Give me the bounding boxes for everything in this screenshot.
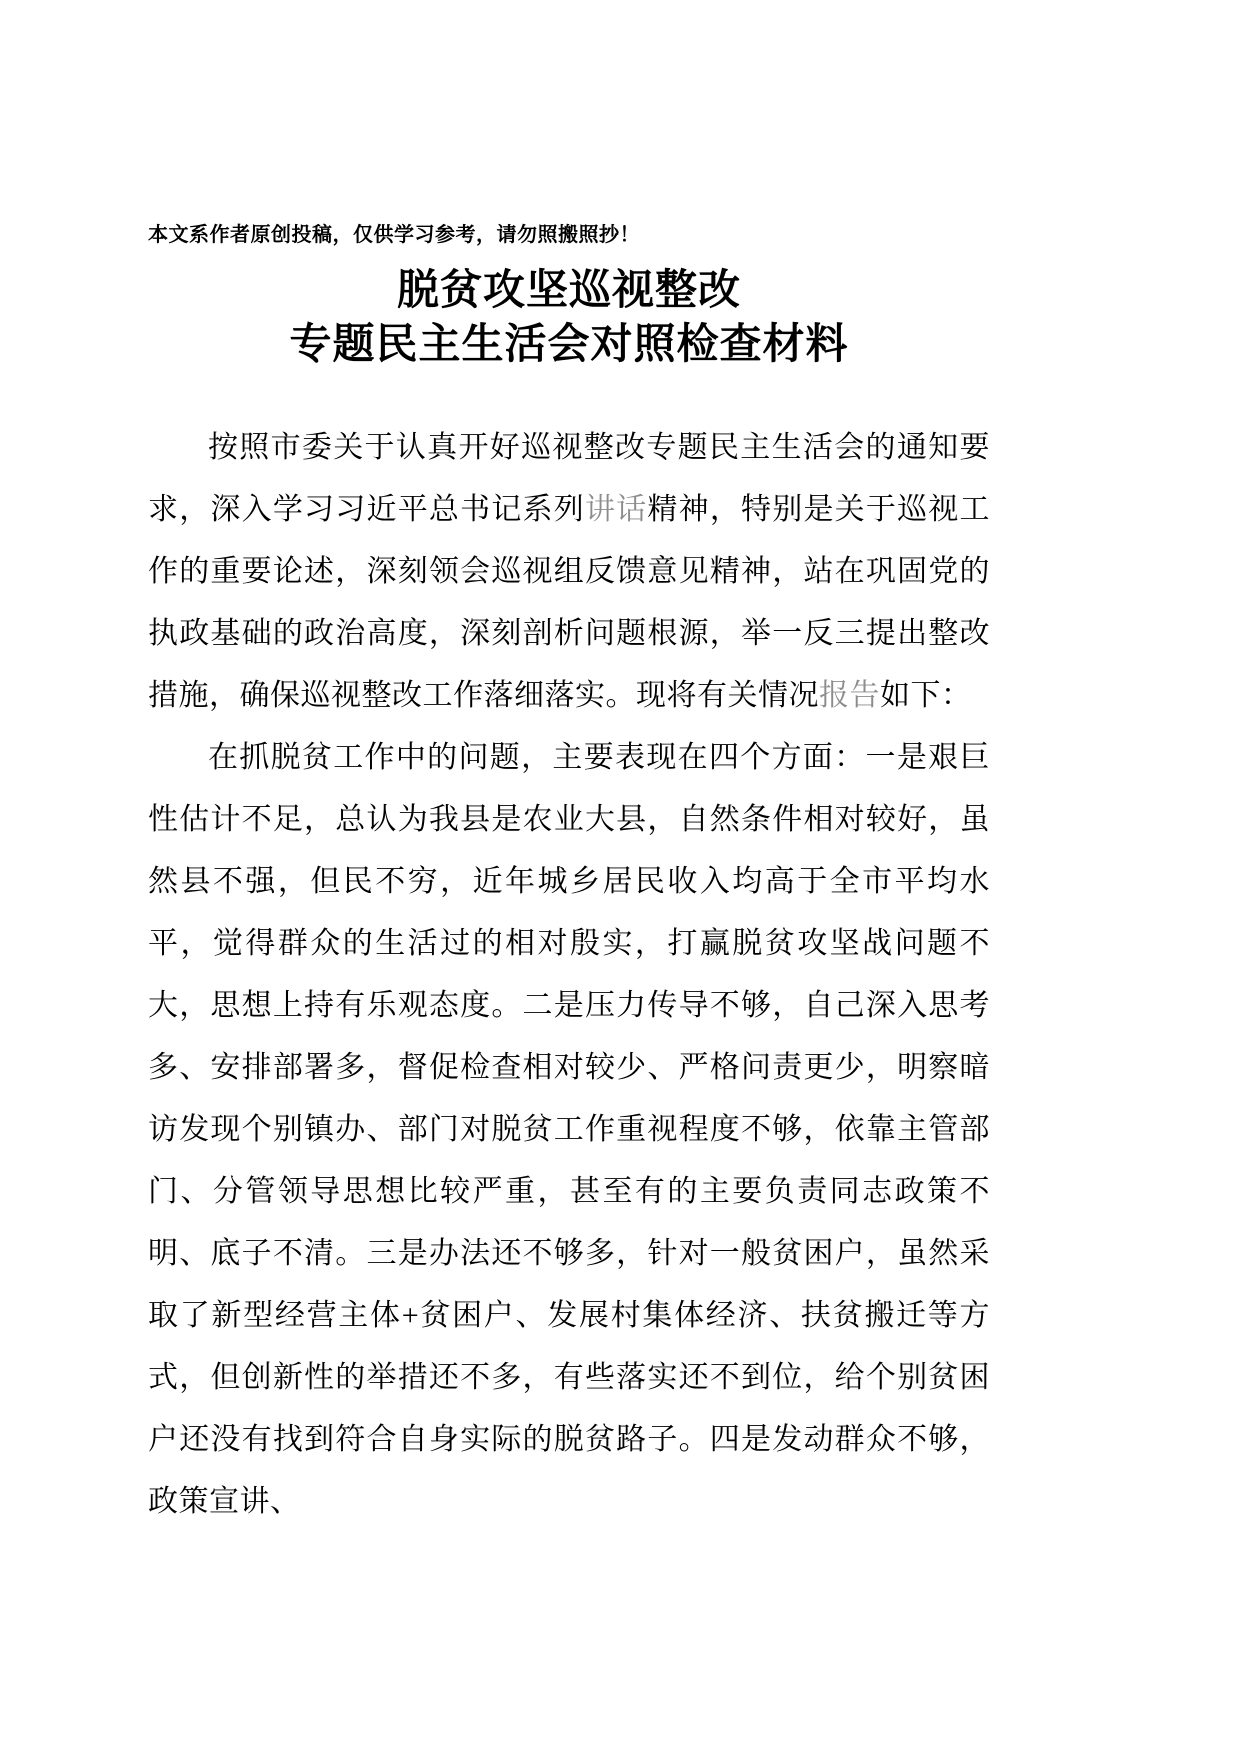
paragraph	[148, 417, 990, 727]
disclaimer-note: 本文系作者原创投稿，仅供学习参考，请勿照搬照抄！	[148, 224, 640, 246]
title-line-1: 脱贫攻坚巡视整改	[396, 266, 741, 313]
muted-text-segment: 讲话	[584, 493, 648, 526]
text-segment: 在抓脱贫工作中的问题，主要表现在四个方面：一是艰巨性估计不足，总认为我县是农业大县，自然条件相对较好，虽然县不强，但民不穷，近年城乡居民收入均高于全市平均水平，觉得群众的生活过的相对殷实，打赢脱贫攻坚战问题不大，思想上持有乐观态度。二是压力传导不够，自己深入思考多、安排部署多，督促检查相对较少、严格问责更少，明察暗访发现个别镇办、部门对脱贫工作重视程度不够，依靠主管部门、分管领导思想比较严重，甚至有的主要负责同志政策不明、底子不清。三是办法还不够多，针对一般贫困户，虽然采取了新型经营主体+贫困户、发展村集体经济、扶贫搬迁等方式，但创新性的举措还不多，有些落实还不到位，给个别贫困户还没有找到符合自身实际的脱贫路子。四是发动群众不够，政策宣讲、	[148, 741, 990, 1518]
text-segment: 精神，特别是关于巡视工作的重要论述，深刻领会巡视组反馈意见精神，站在巩固党的执政基础的政治高度，深刻剖析问题根源，举一反三提出整改措施，确保巡视整改工作落细落实。现将有关情况	[148, 493, 991, 712]
document-body	[148, 417, 990, 1533]
paragraph	[148, 727, 990, 1533]
text-segment: 如下：	[880, 679, 972, 712]
document-title	[148, 263, 990, 371]
title-line-2: 专题民主生活会对照检查材料	[289, 320, 849, 367]
text-segment: 按照市委关于认真开好巡视整改专题民主生活会的通知要求，深入学习习近平总书记系列	[148, 431, 990, 526]
muted-text-segment: 报告	[819, 679, 880, 712]
